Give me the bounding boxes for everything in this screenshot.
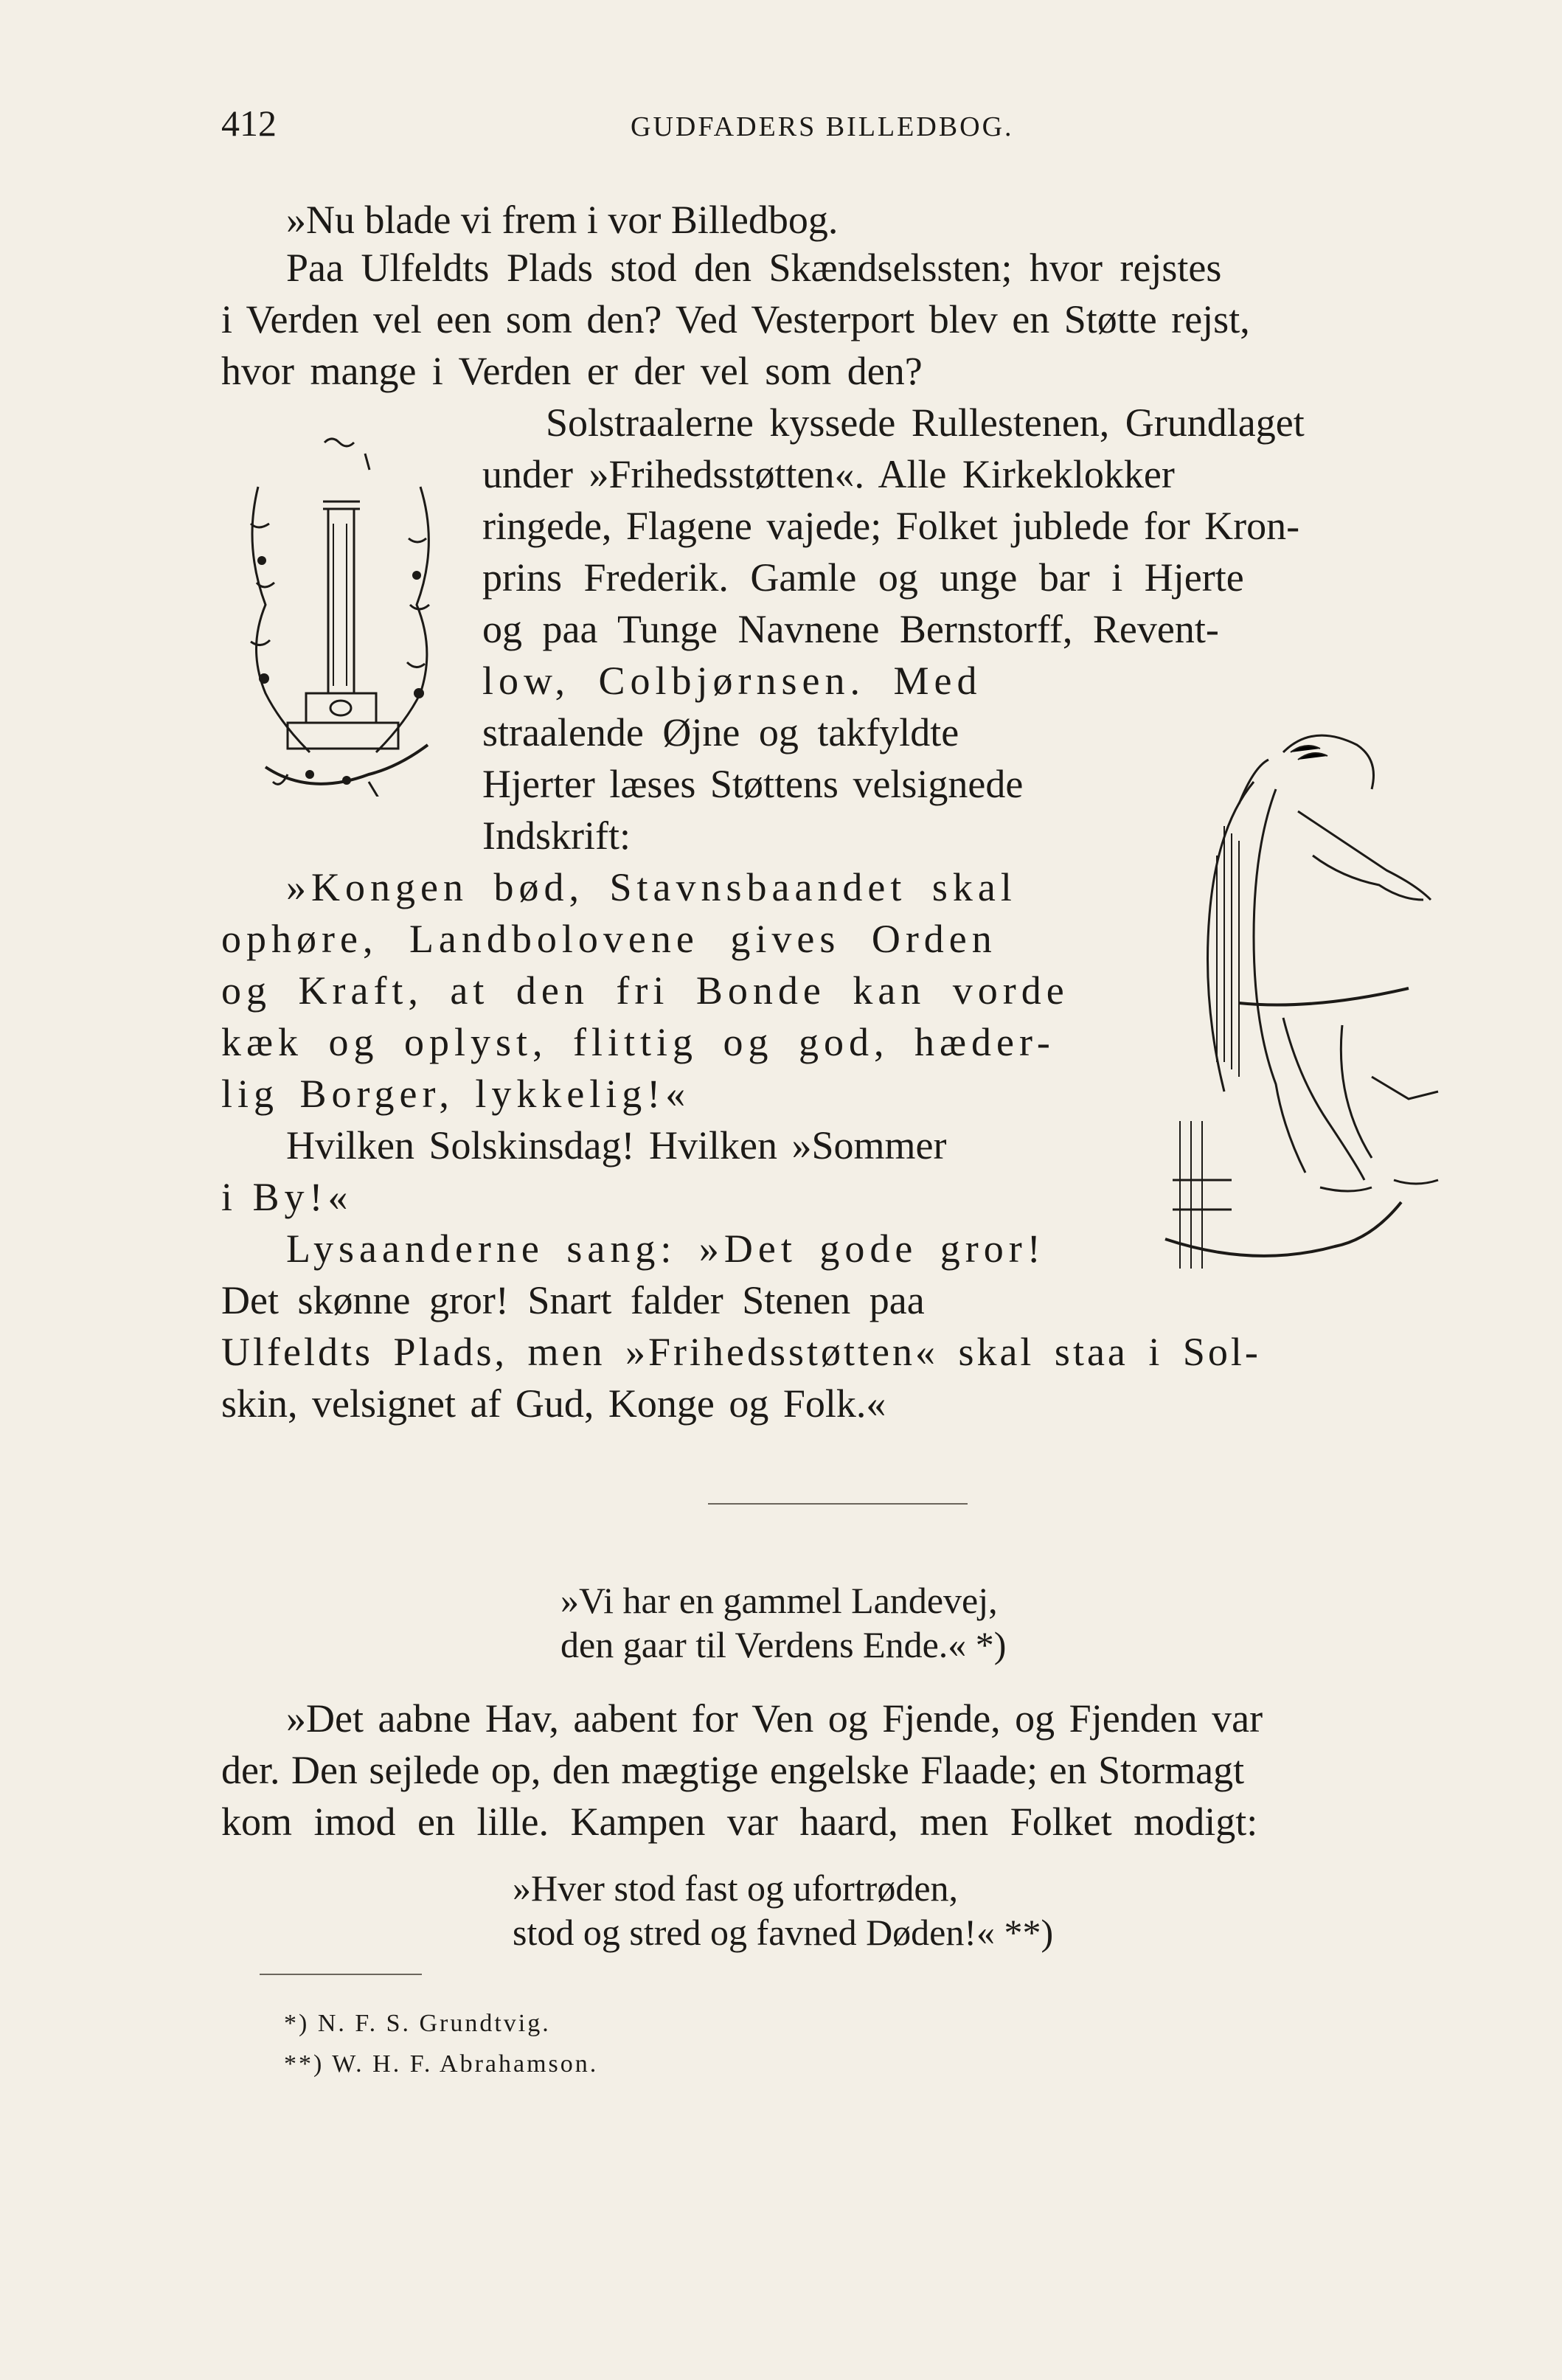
text-line: Solstraalerne kyssede Rullestenen, Grundlaget xyxy=(546,400,1305,445)
text-line: Lysaanderne sang: »Det gode gror! xyxy=(286,1227,1046,1271)
column-monument-illustration xyxy=(236,428,457,797)
text-line: »Nu blade vi frem i vor Billedbog. xyxy=(286,198,839,242)
text-line: prins Frederik. Gamle og unge bar i Hjerte xyxy=(482,555,1244,600)
text-line: i Verden vel een som den? Ved Vesterport blev en Støtte rejst, xyxy=(221,297,1250,341)
text-line: og paa Tunge Navnene Bernstorff, Revent- xyxy=(482,607,1219,651)
section-divider xyxy=(708,1503,968,1505)
text-line: Ulfeldts Plads, men »Frihedsstøtten« skal staa i Sol- xyxy=(221,1330,1261,1374)
text-line: low, Colbjørnsen. Med xyxy=(482,659,982,703)
text-line: Hjerter læses Støttens velsignede xyxy=(482,762,1024,806)
text-line: Paa Ulfeldts Plads stod den Skændselssten; hvor rejstes xyxy=(286,246,1222,290)
footnote: *) N. F. S. Grundtvig. xyxy=(284,2010,551,2037)
verse-line: »Vi har en gammel Landevej, xyxy=(560,1580,998,1621)
kneeling-figure-illustration xyxy=(1150,708,1475,1283)
text-line: Indskrift: xyxy=(482,813,631,858)
text-line: og Kraft, at den fri Bonde kan vorde xyxy=(221,968,1069,1013)
text-line: i By!« xyxy=(221,1175,353,1219)
verse-line: den gaar til Verdens Ende.« *) xyxy=(560,1624,1007,1665)
text-line: straalende Øjne og takfyldte xyxy=(482,710,959,754)
text-line: kæk og oplyst, flittig og god, hæder- xyxy=(221,1020,1055,1064)
text-line: Hvilken Solskinsdag! Hvilken »Sommer xyxy=(286,1123,947,1168)
text-line: lig Borger, lykkelig!« xyxy=(221,1072,691,1116)
text-line: hvor mange i Verden er der vel som den? xyxy=(221,349,923,393)
text-line: der. Den sejlede op, den mægtige engelske Flaade; en Stormagt xyxy=(221,1748,1245,1792)
text-line: ophøre, Landbolovene gives Orden xyxy=(221,917,997,961)
text-line: skin, velsignet af Gud, Konge og Folk.« xyxy=(221,1381,886,1426)
footnote-rule xyxy=(260,1974,422,1975)
verse-line: »Hver stod fast og ufortrøden, xyxy=(513,1867,959,1909)
text-line: »Det aabne Hav, aabent for Ven og Fjende, og Fjenden var xyxy=(286,1696,1263,1741)
text-line: under »Frihedsstøtten«. Alle Kirkeklokker xyxy=(482,452,1175,496)
text-line: ringede, Flagene vajede; Folket jublede for Kron- xyxy=(482,504,1300,548)
verse-line: stod og stred og favned Døden!« **) xyxy=(513,1912,1054,1953)
text-line: »Kongen bød, Stavnsbaandet skal xyxy=(286,865,1017,909)
footnote: **) W. H. F. Abrahamson. xyxy=(284,2050,599,2078)
running-title: GUDFADERS BILLEDBOG. xyxy=(631,111,1014,142)
page-number: 412 xyxy=(221,103,277,144)
text-line: Det skønne gror! Snart falder Stenen paa xyxy=(221,1278,925,1322)
text-line: kom imod en lille. Kampen var haard, men Folket modigt: xyxy=(221,1800,1258,1844)
